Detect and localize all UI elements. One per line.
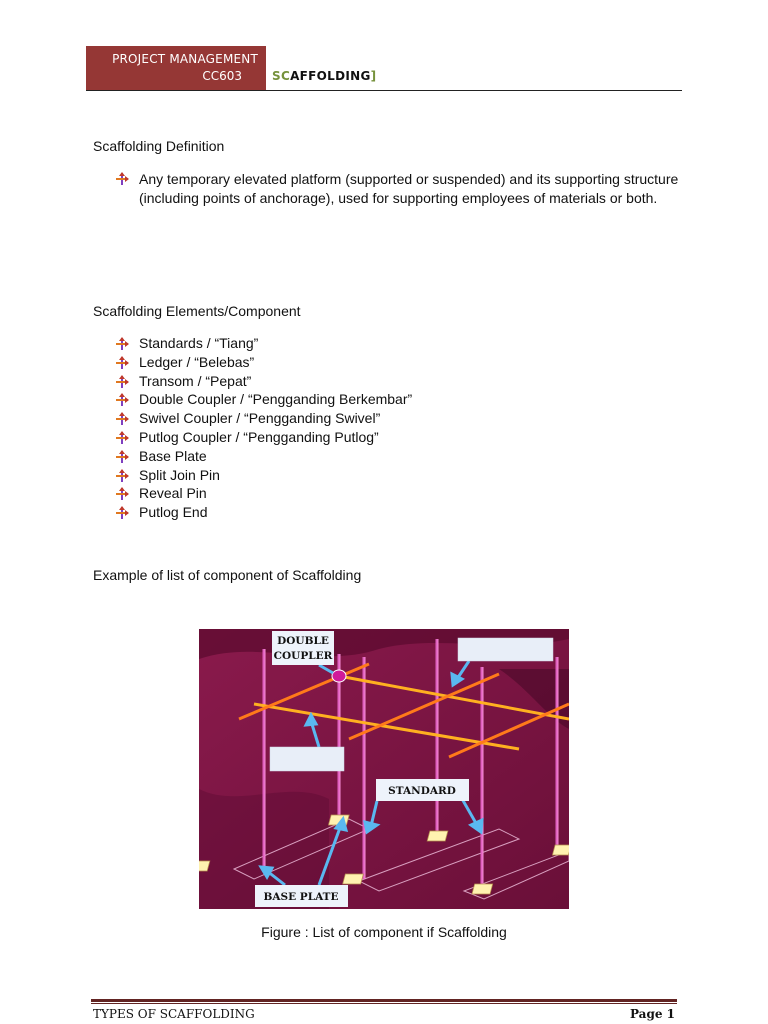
cross-arrow-bullet-icon: [115, 412, 129, 426]
element-list-item-text: Reveal Pin: [139, 485, 207, 502]
element-list-item-text: Standards / “Tiang”: [139, 335, 259, 351]
header-title: [272, 69, 376, 83]
element-list-item-text: Split Join Pin: [139, 466, 220, 483]
element-list-item-text: Base Plate: [139, 447, 207, 464]
element-list-item: [113, 390, 412, 409]
cross-arrow-bullet-icon: [115, 337, 129, 351]
header-title-bracket: ]: [370, 69, 377, 83]
definition-item: [113, 170, 683, 208]
element-list-item: [113, 334, 412, 353]
footer-left: TYPES OF SCAFFOLDING: [93, 1007, 255, 1021]
example-heading: Example of list of component of Scaffolding: [93, 567, 362, 583]
cross-arrow-bullet-icon: [115, 172, 129, 186]
header-rule: [86, 90, 682, 91]
header-title-prefix: SC: [272, 69, 291, 83]
blank-label-box-top: [458, 638, 553, 661]
element-list-item: [113, 409, 412, 428]
header-title-rest: AFFOLDING: [290, 69, 371, 83]
cross-arrow-bullet-icon: [115, 450, 129, 464]
cross-arrow-bullet-icon: [115, 356, 129, 370]
element-list-item: [113, 372, 412, 391]
element-list-item-text: Putlog Coupler / “Pengganding Putlog”: [139, 428, 379, 445]
footer-rule-thin: [91, 1003, 677, 1004]
scaffolding-figure: [199, 629, 569, 909]
blank-label-box-left: [270, 747, 344, 771]
base-plate-6: [552, 845, 569, 855]
base-plate-4: [427, 831, 448, 841]
element-list-item: [113, 503, 412, 522]
cross-arrow-bullet-icon: [115, 431, 129, 445]
cross-arrow-bullet-icon: [115, 375, 129, 389]
header-box: [86, 46, 266, 90]
cross-arrow-bullet-icon: [115, 506, 129, 520]
elements-list: [113, 334, 412, 522]
element-list-item-text: Ledger / “Belebas”: [139, 353, 255, 370]
header-line1: PROJECT MANAGEMENT: [112, 52, 258, 66]
element-list-item: [113, 466, 412, 485]
elements-heading: Scaffolding Elements/Component: [93, 303, 301, 319]
base-plate-3: [343, 874, 364, 884]
double-coupler-label-2: COUPLER: [273, 650, 333, 662]
footer-rule-thick: [91, 999, 677, 1002]
double-coupler-label-1: DOUBLE: [277, 635, 329, 647]
element-list-item-text: Swivel Coupler / “Pengganding Swivel”: [139, 410, 381, 427]
element-list-item-text: Double Coupler / “Pengganding Berkembar”: [139, 391, 413, 408]
base-plate-5: [472, 884, 493, 894]
cross-arrow-bullet-icon: [115, 487, 129, 501]
element-list-item: [113, 447, 412, 466]
footer-page-number: Page 1: [629, 1007, 675, 1021]
figure-caption: Figure : List of component if Scaffolding: [261, 924, 507, 940]
element-list-item-text: Transom / “Pepat”: [139, 372, 252, 389]
element-list-item-text: Putlog End: [139, 504, 208, 521]
standard-label: STANDARD: [388, 785, 456, 797]
definition-text: Any temporary elevated platform (supported or suspended) and its supporting structure (including points of anchorage), used for supporting employees of materials or both.: [139, 171, 679, 206]
cross-arrow-bullet-icon: [115, 393, 129, 407]
definition-heading: Scaffolding Definition: [93, 138, 225, 154]
element-list-item: [113, 353, 412, 372]
cross-arrow-bullet-icon: [115, 469, 129, 483]
element-list-item: [113, 428, 412, 447]
header-line2: CC603: [202, 69, 242, 83]
element-list-item: [113, 484, 412, 503]
base-plate-label: BASE PLATE: [263, 891, 339, 903]
double-coupler-marker: [332, 670, 346, 682]
